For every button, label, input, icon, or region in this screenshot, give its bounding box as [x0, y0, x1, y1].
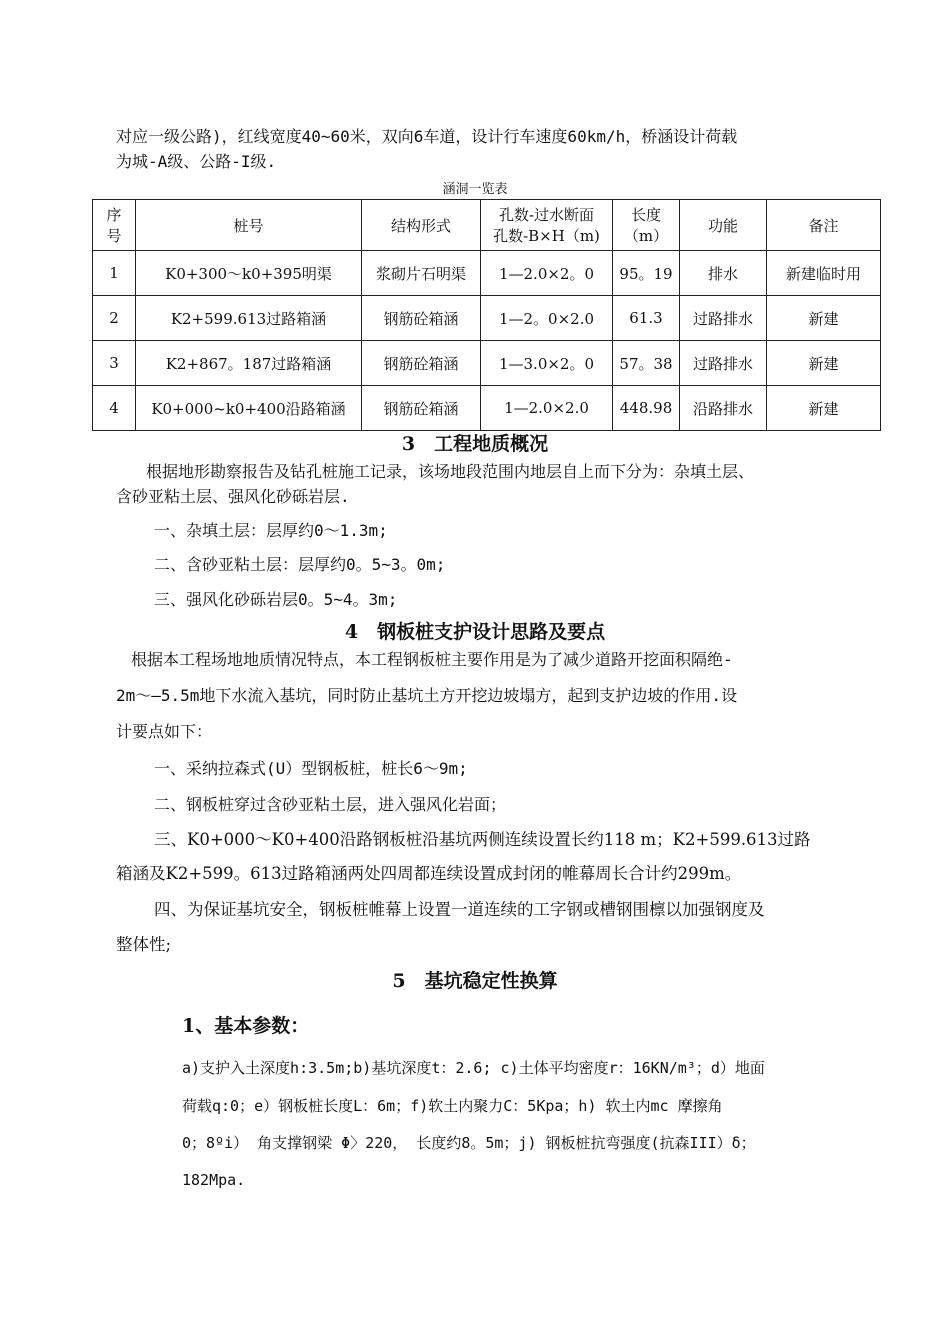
- intro-line-2: 为城-A级、公路-I级.: [116, 152, 277, 171]
- section-4-item-4-line-2: 整体性;: [116, 935, 172, 954]
- cell-pile: K2+599.613过路箱涵: [136, 296, 362, 341]
- section-3-paragraph-line-2: 含砂亚粘土层、强风化砂砾岩层.: [116, 487, 350, 506]
- section-4-item-3-line-1: 三、K0+000～K0+400沿路钢板桩沿基坑两侧连续设置长约118 m；K2+599.613过路: [154, 830, 811, 849]
- cell-length: 448.98: [613, 386, 680, 431]
- cell-structure: 钢筋砼箱涵: [362, 386, 481, 431]
- table-row: [93, 341, 881, 386]
- header-length: 长度 （m）: [613, 200, 680, 251]
- section-4-heading: 4 钢板桩支护设计思路及要点: [344, 621, 606, 643]
- section-4-item-4-line-1: 四、为保证基坑安全，钢板桩帷幕上设置一道连续的工字钢或槽钢围檩以加强钢度及: [154, 900, 765, 919]
- section-4-paragraph-line-1: 根据本工程场地地质情况特点，本工程钢板桩主要作用是为了减少道路开挖面积隔绝-: [131, 650, 733, 669]
- cell-no: 4: [93, 386, 136, 431]
- table-row: [93, 386, 881, 431]
- section-4-paragraph-line-3: 计要点如下：: [116, 722, 213, 741]
- table-header-row: [93, 200, 881, 251]
- table-row: [93, 251, 881, 296]
- header-function: 功能: [680, 200, 767, 251]
- cell-function: 排水: [680, 251, 767, 296]
- parameters-line-4: 182Mpa.: [182, 1171, 246, 1189]
- cell-structure: 浆砌片石明渠: [362, 251, 481, 296]
- header-pile: 桩号: [136, 200, 362, 251]
- cell-length: 61.3: [613, 296, 680, 341]
- cell-pile: K0+300～k0+395明渠: [136, 251, 362, 296]
- intro-line-1: 对应一级公路)，红线宽度40~60米，双向6车道，设计行车速度60km/h，桥涵设计荷载: [116, 127, 738, 146]
- parameters-line-2: 荷载q:0；e）钢板桩长度L：6m；f)软土内聚力C：5Kpa；h) 软土内mc 摩擦角: [182, 1097, 723, 1115]
- cell-no: 2: [93, 296, 136, 341]
- header-remark: 备注: [767, 200, 881, 251]
- section-3-item-3: 三、强风化砂砾岩层0。5~4。3m;: [154, 590, 398, 609]
- basic-parameters-heading: 1、基本参数：: [182, 1015, 310, 1037]
- cell-section: 1—2.0×2。0: [481, 251, 613, 296]
- header-structure: 结构形式: [362, 200, 481, 251]
- section-4-item-2: 二、钢板桩穿过含砂亚粘土层，进入强风化岩面；: [154, 795, 507, 814]
- section-3-item-2: 二、含砂亚粘土层：层厚约0。5~3。0m;: [154, 555, 446, 574]
- cell-remark: 新建: [767, 341, 881, 386]
- cell-no: 1: [93, 251, 136, 296]
- cell-pile: K2+867。187过路箱涵: [136, 341, 362, 386]
- section-5-heading: 5 基坑稳定性换算: [392, 970, 558, 992]
- table-row: [93, 296, 881, 341]
- cell-remark: 新建临时用: [767, 251, 881, 296]
- cell-function: 过路排水: [680, 296, 767, 341]
- cell-section: 1—2。0×2.0: [481, 296, 613, 341]
- cell-function: 沿路排水: [680, 386, 767, 431]
- cell-length: 57。38: [613, 341, 680, 386]
- section-3-heading: 3 工程地质概况: [401, 433, 549, 455]
- cell-remark: 新建: [767, 386, 881, 431]
- header-seq: 序 号: [93, 200, 136, 251]
- cell-pile: K0+000~k0+400沿路箱涵: [136, 386, 362, 431]
- cell-remark: 新建: [767, 296, 881, 341]
- section-4-item-1: 一、采纳拉森式(U）型钢板桩，桩长6～9m;: [154, 759, 468, 778]
- cell-function: 过路排水: [680, 341, 767, 386]
- cell-length: 95。19: [613, 251, 680, 296]
- culvert-table: [92, 199, 881, 431]
- section-3-paragraph-line-1: 根据地形勘察报告及钻孔桩施工记录，该场地段范围内地层自上而下分为：杂填土层、: [146, 462, 755, 481]
- cell-section: 1—2.0×2.0: [481, 386, 613, 431]
- header-section: 孔数-过水断面 孔数-B×H（m): [481, 200, 613, 251]
- parameters-line-3: 0；8ºi） 角支撑钢梁 Φ〉220， 长度约8。5m；j) 钢板桩抗弯强度(抗森III）δ；: [182, 1134, 756, 1152]
- cell-section: 1—3.0×2。0: [481, 341, 613, 386]
- cell-structure: 钢筋砼箱涵: [362, 296, 481, 341]
- section-3-item-1: 一、杂填土层：层厚约0～1.3m;: [154, 521, 388, 540]
- cell-no: 3: [93, 341, 136, 386]
- parameters-line-1: a)支护入土深度h:3.5m;b)基坑深度t：2.6; c)土体平均密度r：16KN/m³；d）地面: [182, 1059, 765, 1077]
- table-caption: 涵洞一览表: [442, 182, 508, 197]
- section-4-item-3-line-2: 箱涵及K2+599。613过路箱涵两处四周都连续设置成封闭的帷幕周长合计约299m。: [116, 864, 742, 883]
- section-4-paragraph-line-2: 2m～—5.5m地下水流入基坑，同时防止基坑土方开挖边坡塌方，起到支护边坡的作用.设: [116, 686, 738, 705]
- cell-structure: 钢筋砼箱涵: [362, 341, 481, 386]
